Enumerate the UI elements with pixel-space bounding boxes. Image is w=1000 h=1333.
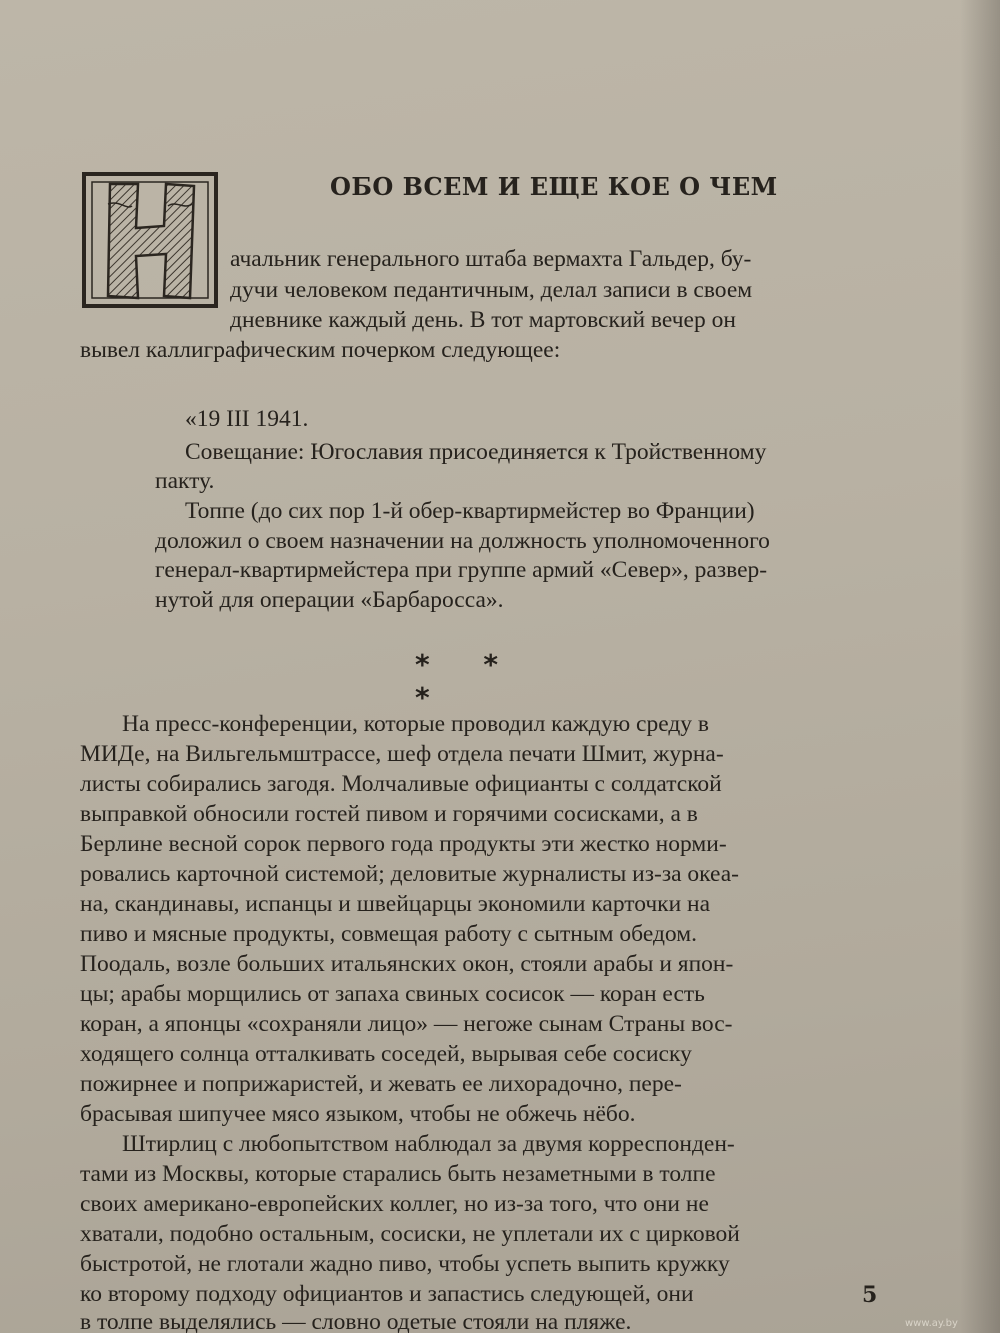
body-line: ходящего солнца отталкивать соседей, вырывая себе сосиску <box>80 1041 692 1067</box>
intro-line: дневнике каждый день. В тот мартовский вечер он <box>230 307 736 333</box>
intro-line: ачальник генерального штаба вермахта Гальдер, бу- <box>230 246 752 272</box>
page-number: 5 <box>862 1282 878 1308</box>
body-line: в толпе выделялись — словно одетые стояли на пляже. <box>80 1309 632 1333</box>
body-line: ровались карточной системой; деловитые журналисты из-за океа- <box>80 861 739 887</box>
quote-line: генерал-квартирмейстера при группе армий «Север», развер- <box>155 557 768 583</box>
body-line: На пресс-конференции, которые проводил каждую среду в <box>122 711 710 737</box>
quote-line: нутой для операции «Барбаросса». <box>155 587 504 613</box>
page-edge-shadow <box>960 0 1000 1333</box>
intro-line: дучи человеком педантичным, делал записи в своем <box>230 277 753 303</box>
quote-line: Совещание: Югославия присоединяется к Тройственному <box>185 439 767 465</box>
body-line: цы; арабы морщились от запаха свиных сосисок — коран есть <box>80 981 705 1007</box>
body-line: МИДе, на Вильгельмштрассе, шеф отдела печати Шмит, журна- <box>80 741 724 767</box>
body-line: пожирнее и поприжаристей, и жевать ее лихорадочно, пере- <box>80 1071 682 1097</box>
body-line: Поодаль, возле больших итальянских окон, стояли арабы и япон- <box>80 951 734 977</box>
body-line: быстротой, не глотали жадно пиво, чтобы успеть выпить кружку <box>80 1251 730 1277</box>
body-line: ко второму подходу официантов и запастись следующей, они <box>80 1281 694 1307</box>
body-line: выправкой обносили гостей пивом и горячими сосисками, а в <box>80 801 698 827</box>
body-line: тами из Москвы, которые старались быть незаметными в толпе <box>80 1161 716 1187</box>
quote-line: «19 III 1941. <box>185 406 309 432</box>
section-separator: * * * <box>415 648 521 714</box>
body-line: Берлине весной сорок первого года продукты эти жестко норми- <box>80 831 727 857</box>
chapter-title: ОБО ВСЕМ И ЕЩЕ КОЕ О ЧЕМ <box>330 172 778 201</box>
body-line: листы собирались загодя. Молчаливые официанты с солдатской <box>80 771 722 797</box>
body-line: Штирлиц с любопытством наблюдал за двумя корреспонден- <box>122 1131 735 1157</box>
watermark: www.ay.by <box>905 1318 958 1329</box>
body-line: своих американо-европейских коллег, но из-за того, что они не <box>80 1191 709 1217</box>
quote-line: пакту. <box>155 468 215 494</box>
body-line: брасывая шипучее мясо языком, чтобы не обжечь нёбо. <box>80 1101 636 1127</box>
dropcap-ornament <box>80 170 220 310</box>
quote-line: Топпе (до сих пор 1-й обер-квартирмейстер во Франции) <box>185 498 755 524</box>
quote-line: доложил о своем назначении на должность уполномоченного <box>155 528 770 554</box>
body-line: на, скандинавы, испанцы и швейцарцы экономили карточки на <box>80 891 711 917</box>
intro-line: вывел каллиграфическим почерком следующее: <box>80 337 561 363</box>
body-line: хватали, подобно остальным, сосиски, не уплетали их с цирковой <box>80 1221 740 1247</box>
body-line: пиво и мясные продукты, совмещая работу с сытным обедом. <box>80 921 697 947</box>
body-line: коран, а японцы «сохраняли лицо» — негоже сынам Страны вос- <box>80 1011 733 1037</box>
